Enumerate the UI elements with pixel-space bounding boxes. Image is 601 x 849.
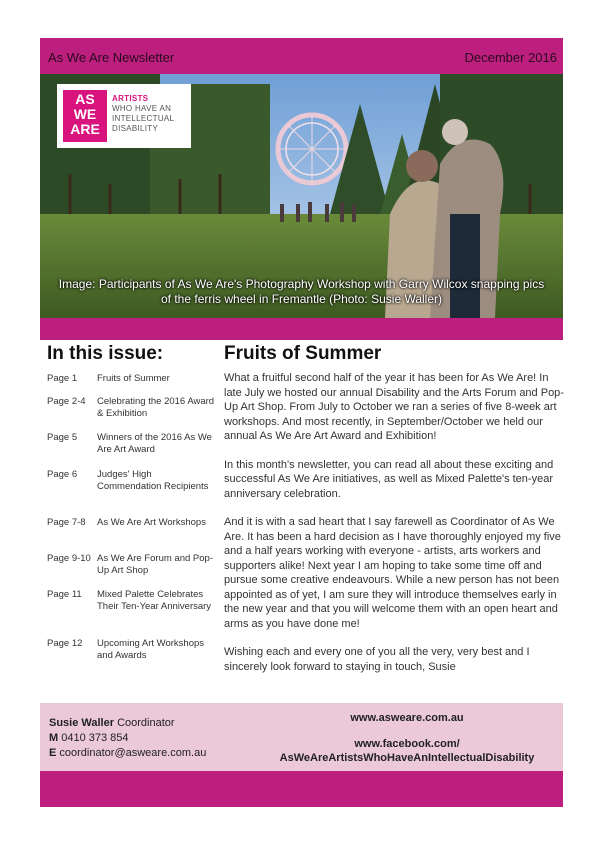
- contact-name: Susie Waller: [49, 717, 115, 729]
- newsletter-date: December 2016: [464, 50, 557, 65]
- as-we-are-logo: [57, 84, 191, 148]
- article-title: Fruits of Summer: [224, 343, 382, 364]
- facebook-link-line1[interactable]: www.facebook.com/: [354, 738, 460, 750]
- contact-details: Susie Waller Coordinator M 0410 373 854 E coordinator@asweare.com.au: [49, 717, 207, 759]
- facebook-link-line2[interactable]: AsWeAreArtistsWhoHaveAnIntellectualDisability: [279, 752, 535, 764]
- article-paragraph: What a fruitful second half of the year it has been for As We Are! In late July we hosted our annual Disability and the Arts Forum and Pop-Up Art Shop. From July to October we ran a series of five 8-week art workshops. And most recently, in September/October we held our annual As We Are Art Award and Exhibition!: [224, 372, 564, 442]
- toc-heading: In this issue:: [47, 343, 164, 364]
- article-paragraph: In this month's newsletter, you can read all about these exciting and successful As We Are initiatives, as well as Mixed Palette's ten-year anniversary celebration.: [224, 458, 554, 500]
- contact-phone: 0410 373 854: [61, 732, 129, 744]
- hero-photo: [40, 74, 563, 318]
- hero-bottom-band: [40, 318, 563, 340]
- article-body: [224, 371, 564, 688]
- contact-footer: [40, 703, 563, 771]
- website-link[interactable]: www.asweare.com.au: [350, 712, 464, 724]
- web-links: [257, 711, 557, 765]
- article-paragraph: And it is with a sad heart that I say farewell as Coordinator of As We Are. It has been a hard decision as I have thoroughly enjoyed my five and a half years working with everyone - artists, arts workers and supporters alike! Next year I am hoping to take some time off and pursue some creative endeavours. While a new person has not been appointed as of yet, I am sure they will introduce themselves early in the new year and that you will welcome them with an open heart and arms as you have done me!: [224, 516, 561, 630]
- footer-band: [40, 771, 563, 807]
- newsletter-header: [40, 38, 563, 74]
- article-paragraph: Wishing each and every one of you all the very, very best and I sincerely look forward to staying in touch, Susie: [224, 646, 530, 673]
- photo-caption: Image: Participants of As We Are's Photography Workshop with Garry Wilcox snapping pics of the ferris wheel in Fremantle (Photo: Susie Waller): [58, 277, 545, 306]
- logo-text: ARTISTS WHO HAVE AN INTELLECTUAL DISABILITY: [112, 94, 175, 133]
- contact-role: Coordinator: [117, 717, 175, 729]
- newsletter-title: As We Are Newsletter: [48, 50, 175, 65]
- logo-mark: AS WE ARE: [63, 90, 107, 142]
- contact-email-link[interactable]: coordinator@asweare.com.au: [59, 747, 207, 759]
